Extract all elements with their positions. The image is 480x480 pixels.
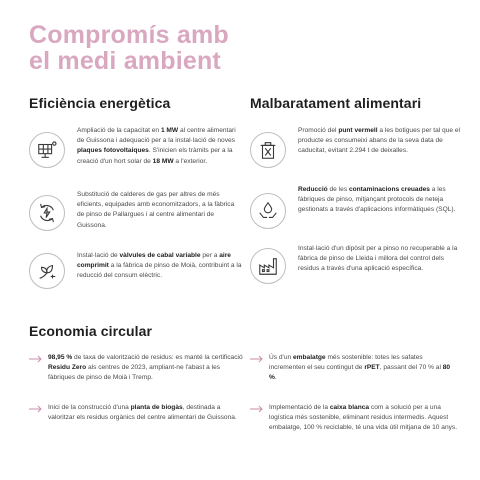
text-run-bold: plaques fotovoltaiques bbox=[77, 147, 149, 155]
text-run: Promoció del bbox=[298, 127, 339, 134]
arrow-right-icon bbox=[29, 355, 43, 363]
circular-item-text bbox=[269, 353, 459, 384]
text-run: Implementació de la bbox=[269, 404, 330, 411]
text-run: a l'exterior. bbox=[173, 157, 208, 165]
text-run: a les botigues per tal que el producte es consumeixi abans de la seva data de caducitat, evitant 2.294 t de deixalles. bbox=[298, 127, 461, 155]
text-run-bold: planta de biogàs bbox=[130, 404, 183, 411]
arrow-right-icon bbox=[250, 405, 264, 413]
circular-heading: Economia circular bbox=[29, 323, 153, 339]
energy-heading: Eficiència energètica bbox=[29, 95, 171, 111]
text-run: com a solució per a una logística més sostenible, eliminant residus intermedis. Aquest embalatge, 100 % reciclable, té una vida útil mitjana de 10 anys. bbox=[269, 404, 458, 432]
circular-item-text bbox=[48, 403, 248, 423]
circular-item-text bbox=[48, 353, 248, 384]
solar-panel-icon bbox=[29, 132, 65, 168]
text-run-bold: Reducció bbox=[298, 186, 328, 193]
plant-plug-icon bbox=[29, 253, 65, 289]
text-run-bold: embalatge bbox=[292, 354, 326, 361]
text-run: més sostenible: totes les safates incrementen el seu contingut de bbox=[269, 354, 423, 372]
text-run: per a bbox=[200, 252, 220, 259]
text-run: de les bbox=[327, 186, 349, 193]
text-run: Substitució de calderes de gas per altres de més eficients, equipades amb economitzadors, a la fàbrica de pinso de Pallargues i al centre alimentari de Guissona. bbox=[77, 191, 235, 229]
text-run: Ampliació de la capacitat en bbox=[77, 127, 161, 134]
text-run: , passant del 70 % al bbox=[379, 364, 443, 372]
eco-cycle-icon bbox=[29, 195, 65, 231]
text-run: de taxa de valorització de residus: es manté la certificació bbox=[72, 354, 243, 361]
text-run: Ús d'un bbox=[269, 354, 293, 361]
text-run-bold: 18 MW bbox=[152, 157, 174, 165]
water-hands-icon bbox=[250, 193, 286, 229]
title-line-1: Compromís amb bbox=[29, 21, 229, 49]
text-run: a les fàbriques de pinso, mitjançant protocols de neteja gestionats a través d'aplicacions informàtiques (SQL). bbox=[298, 186, 456, 214]
food-item-text bbox=[298, 185, 463, 216]
text-run: . bbox=[274, 374, 277, 382]
text-run-bold: 1 MW bbox=[160, 127, 179, 134]
arrow-right-icon bbox=[250, 355, 264, 363]
text-run: als centres de 2023, ampliant-ne l'abast a les fàbriques de pinso de Moià i Tremp. bbox=[48, 364, 221, 382]
text-run-bold: aire comprimit bbox=[77, 252, 231, 270]
text-run: al centre alimentari de Guissona i adequació per a la instal·lació de noves bbox=[77, 127, 236, 145]
text-run-bold: punt vermell bbox=[338, 127, 378, 134]
text-run: Instal·lació d'un dipòsit per a pinso no recuperable a la fàbrica de pinso de Lleida i millora del control dels residus a través d'una aplicació específica. bbox=[298, 245, 458, 273]
energy-item-text bbox=[77, 126, 242, 167]
arrow-right-icon bbox=[29, 405, 43, 413]
text-run-bold: 80 % bbox=[269, 364, 451, 382]
food-item-text bbox=[298, 126, 463, 157]
page-title bbox=[29, 22, 229, 74]
text-run: Instal·lació de bbox=[77, 252, 120, 259]
text-run-bold: contaminacions creuades bbox=[348, 186, 430, 193]
trash-bin-icon bbox=[250, 132, 286, 168]
energy-item-text bbox=[77, 190, 242, 231]
text-run: Inici de la construcció d'una bbox=[48, 404, 131, 411]
text-run-bold: Residu Zero bbox=[48, 364, 87, 372]
text-run-bold: vàlvules de cabal variable bbox=[119, 252, 201, 259]
food-item-text bbox=[298, 244, 463, 275]
title-line-2: el medi ambient bbox=[29, 47, 221, 75]
text-run: . S'inicien els tràmits per a la creació d'un hort solar de bbox=[77, 147, 233, 165]
text-run-bold: rPET bbox=[364, 364, 380, 372]
factory-icon bbox=[250, 248, 286, 284]
text-run: a la fàbrica de pinso de Moià, contribuint a la reducció del consum elèctric. bbox=[77, 262, 242, 280]
energy-item-text bbox=[77, 251, 242, 282]
text-run-bold: caixa blanca bbox=[329, 404, 370, 411]
text-run-bold: 98,95 % bbox=[48, 354, 73, 361]
food-heading: Malbaratament alimentari bbox=[250, 95, 422, 111]
text-run: , destinada a valoritzar els residus orgànics del centre alimentari de Guissona. bbox=[48, 404, 237, 422]
circular-item-text bbox=[269, 403, 459, 434]
